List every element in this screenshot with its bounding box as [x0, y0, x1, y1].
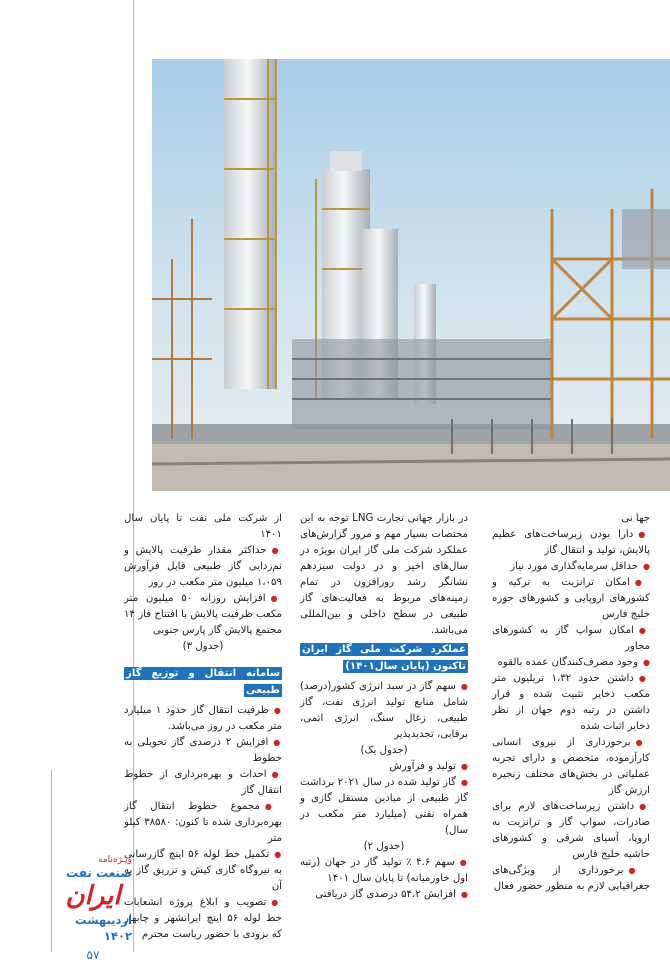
- bullet-item: ● سهم گاز در سبد انرژی کشور(درصد) شامل منابع تولید انرژی نفت، گاز طبیعی، زغال سنگ، انرژی اتمی، برقابی، تجدیدپذیر: [300, 679, 468, 743]
- magazine-name: صنعت نفت: [66, 866, 132, 880]
- heading-text: عملکرد شرکت ملی گاز ایران تاکنون (پایان سال۱۴۰۱): [302, 644, 466, 672]
- section-heading-transmission: [124, 665, 282, 699]
- bullet-item: ● حداقل سرمایه‌گذاری مورد نیاز: [492, 559, 650, 575]
- bullet-item: ● ظرفیت انتقال گاز حدود ۱ میلیارد متر مکعب در روز می‌باشد.: [124, 703, 282, 735]
- bullet-item: ● دارا بودن زیرساخت‌های عظیم پالایش، تولید و انتقال گاز: [492, 527, 650, 559]
- bullet-item: ● افزایش ۵۴،۲ درصدی گاز دریافتی: [300, 887, 468, 903]
- bullet-item: ● برخورداری از ویژگی‌های جغرافیایی لازم به منظور حضور فعال: [492, 863, 650, 895]
- badge-divider: [51, 770, 52, 952]
- section-heading-performance: [300, 641, 468, 675]
- bullet-item: ● امکان سواپ گاز به کشورهای مجاور: [492, 623, 650, 655]
- magazine-badge: [54, 855, 132, 966]
- heading-text: سامانه انتقال و توزیع گاز طبیعی: [126, 668, 280, 696]
- refining-list: [124, 511, 282, 655]
- bullet-item: ● داشتن حدود ۱،۳۲ تریلیون متر مکعب ذخایر تثبیت شده و قرار داشتن در رتبه دوم جهان از نظر ذخایر اثبات شده: [492, 671, 650, 735]
- text-line: از شرکت ملی نفت تا پایان سال ۱۴۰۱: [124, 513, 282, 540]
- iran-logo: ایران: [65, 881, 121, 911]
- bullet-item: ● گاز تولید شده در سال ۲۰۲۱ برداشت گاز طبیعی از میادین مستقل گازی و همراه نفتی (میلیارد متر مکعب در سال): [300, 775, 468, 839]
- bullet-item: ● حداکثر مقدار ظرفیت پالایش و نم‌زدایی گاز طبیعی قابل فرآورش ۱،۰۵۹ میلیون متر مکعب در روز: [124, 543, 282, 591]
- gas-refinery-photo: [152, 59, 670, 491]
- issue-date: اردیبهشت ۱۴۰۲: [75, 913, 132, 943]
- bullet-item: ● وجود مصرف‌کنندگان عمده بالقوه: [492, 655, 650, 671]
- text-column-right: [492, 511, 650, 895]
- transmission-list: [124, 703, 282, 943]
- text-line: (جدول ۲): [363, 841, 405, 852]
- bullet-item: ● مجموع خطوط انتقال گاز بهره‌برداری شده تا کنون: ۳۸۵۸۰ کیلو متر: [124, 799, 282, 847]
- page-number: ۵۷: [86, 948, 100, 962]
- bullet-item: ● برخورداری از نیروی انسانی کارآزموده، متخصص و دارای تجربه عملیاتی در بخش‌های مختلف زنجیره ارزش گاز: [492, 735, 650, 799]
- bullet-item: ● امکان ترانزیت به ترکیه و کشورهای اروپایی و کشورهای حوزه خلیج فارس: [492, 575, 650, 623]
- text-line: (جدول یک): [360, 745, 408, 756]
- text-column-middle: [300, 511, 468, 903]
- bullet-item: ● افزایش ۲ درصدی گاز تحویلی به خطوط: [124, 735, 282, 767]
- bullet-item: ● تصویب و ابلاغ پروژه انشعابات خط لوله ۵۶ اینچ ایرانشهر و چابهار که بزودی با حضور ریاست محترم: [124, 895, 282, 943]
- text-line: جها نی: [621, 513, 650, 524]
- text-line: (جدول ۳): [182, 641, 224, 652]
- performance-list: [300, 679, 468, 903]
- intro-paragraph: در بازار جهانی تجارت LNG توجه به این مختصات بسیار مهم و مرور گزارش‌های عملکرد شرکت ملی گاز ایران بویژه در سال‌های اخیر و در دولت سیزدهم نشانگر رشد روزافزون در تمام زمینه‌های مربوط به فعالیت‌های گاز طبیعی در سطح داخلی و بین‌المللی می‌باشد.: [300, 513, 469, 636]
- bullet-item: ● افزایش روزانه ۵۰ میلیون متر مکعب ظرفیت پالایش با افتتاح فاز ۱۴ مجتمع پالایش گاز پارس جنوبی: [124, 591, 282, 639]
- text-column-left: [124, 511, 282, 943]
- special-issue-label: ویـژه‌نامه: [97, 855, 132, 865]
- bullet-item: ● تکمیل خط لوله ۵۶ اینچ گازرسانی به نیروگاه گازی کیش و تزریق گاز به آن: [124, 847, 282, 895]
- bullet-item: ● داشتن زیرساخت‌های لازم برای صادرات، سواپ گاز و ترانزیت به اروپا، آسیای شرقی و کشورهای حاشیه خلیج فارس: [492, 799, 650, 863]
- bullet-item: ● تولید و فرآورش: [300, 759, 468, 775]
- bullet-item: ● سهم ۴.۶ ٪ تولید گاز در جهان (رتبه اول خاورمیانه) تا پایان سال ۱۴۰۱: [300, 855, 468, 887]
- bullet-item: ● احداث و بهره‌برداری از خطوط انتقال گاز: [124, 767, 282, 799]
